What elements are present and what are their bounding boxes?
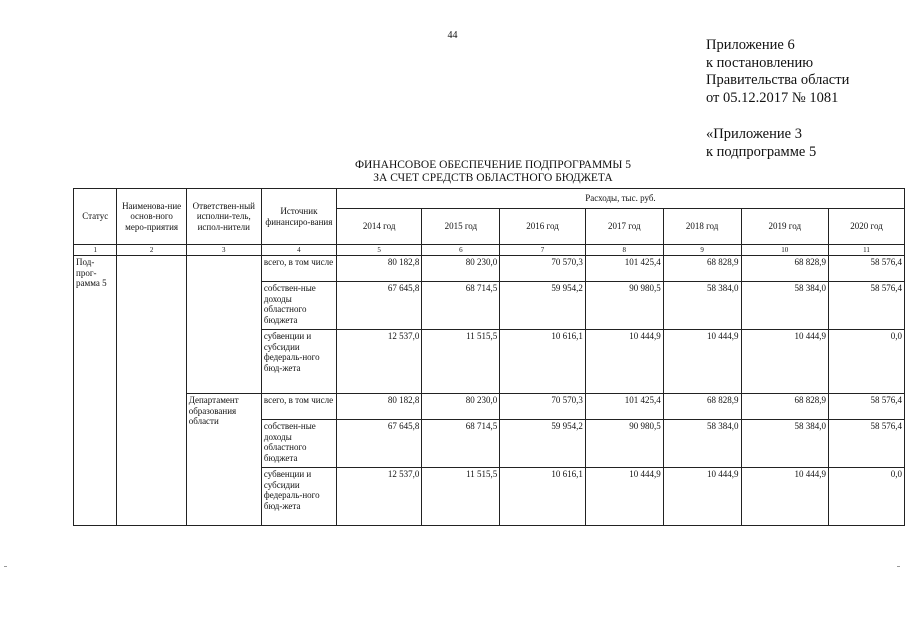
header-status: Статус: [74, 189, 117, 245]
value-cell: 10 616,1: [500, 468, 586, 526]
value-cell: 90 980,5: [585, 420, 663, 468]
value-cell: 10 444,9: [741, 330, 828, 394]
value-cell: 59 954,2: [500, 282, 586, 330]
value-cell: 58 384,0: [741, 420, 828, 468]
value-cell: 58 384,0: [663, 420, 741, 468]
header-source: Источник финансиро-вания: [261, 189, 336, 245]
value-cell: 0,0: [829, 330, 905, 394]
value-cell: 58 576,4: [829, 420, 905, 468]
appendix2-line: к подпрограмме 5: [706, 143, 817, 160]
status-cell: Под-прог-рамма 5: [74, 256, 117, 526]
value-cell: 80 230,0: [422, 256, 500, 282]
value-cell: 11 515,5: [422, 330, 500, 394]
value-cell: 11 515,5: [422, 468, 500, 526]
value-cell: 68 714,5: [422, 420, 500, 468]
value-cell: 10 444,9: [741, 468, 828, 526]
measure-cell: [117, 256, 186, 526]
source-cell: собствен-ные доходы областного бюджета: [261, 282, 336, 330]
source-cell: собствен-ные доходы областного бюджета: [261, 420, 336, 468]
value-cell: 10 444,9: [585, 330, 663, 394]
title-line-2: ЗА СЧЕТ СРЕДСТВ ОБЛАСТНОГО БЮДЖЕТА: [373, 172, 613, 184]
column-number: 10: [741, 245, 828, 256]
appendix2-line: «Приложение 3: [706, 126, 802, 142]
column-number: 11: [829, 245, 905, 256]
source-cell: всего, в том числе: [261, 256, 336, 282]
value-cell: 68 828,9: [663, 394, 741, 420]
value-cell: 12 537,0: [336, 330, 422, 394]
column-number: 3: [186, 245, 261, 256]
value-cell: 90 980,5: [585, 282, 663, 330]
title-line-1: ФИНАНСОВОЕ ОБЕСПЕЧЕНИЕ ПОДПРОГРАММЫ 5: [354, 159, 632, 171]
value-cell: 58 576,4: [829, 256, 905, 282]
value-cell: 70 570,3: [500, 256, 586, 282]
header-year: 2019 год: [741, 209, 828, 245]
header-name: Наименова-ние основ-ного меро-приятия: [117, 189, 186, 245]
column-number: 2: [117, 245, 186, 256]
value-cell: 10 444,9: [663, 468, 741, 526]
header-year: 2017 год: [585, 209, 663, 245]
header-responsible: Ответствен-ный исполни-тель, испол-нители: [186, 189, 261, 245]
value-cell: 10 616,1: [500, 330, 586, 394]
header-year: 2014 год: [336, 209, 422, 245]
column-number: 9: [663, 245, 741, 256]
header-year: 2015 год: [422, 209, 500, 245]
appendix-line: от 05.12.2017 № 1081: [706, 89, 839, 106]
value-cell: 70 570,3: [500, 394, 586, 420]
value-cell: 10 444,9: [663, 330, 741, 394]
appendix-block: [706, 37, 849, 107]
value-cell: 68 828,9: [663, 256, 741, 282]
value-cell: 101 425,4: [585, 256, 663, 282]
financing-table: [73, 188, 905, 526]
value-cell: 58 384,0: [663, 282, 741, 330]
appendix2-block: [706, 126, 816, 161]
header-year: 2018 год: [663, 209, 741, 245]
header-year: 2020 год: [829, 209, 905, 245]
value-cell: 0,0: [829, 468, 905, 526]
header-year: 2016 год: [500, 209, 586, 245]
header-expenses: Расходы, тыс. руб.: [336, 189, 904, 209]
value-cell: 12 537,0: [336, 468, 422, 526]
document-title: [340, 159, 646, 185]
value-cell: 80 182,8: [336, 394, 422, 420]
source-cell: субвенции и субсидии федераль-ного бюд-жета: [261, 468, 336, 526]
value-cell: 59 954,2: [500, 420, 586, 468]
scan-edge-mark: [897, 566, 900, 567]
value-cell: 67 645,8: [336, 420, 422, 468]
value-cell: 10 444,9: [585, 468, 663, 526]
value-cell: 67 645,8: [336, 282, 422, 330]
value-cell: 68 714,5: [422, 282, 500, 330]
appendix-line: Правительства области: [706, 72, 850, 88]
responsible-cell: Департамент образования области: [186, 394, 261, 526]
value-cell: 80 230,0: [422, 394, 500, 420]
value-cell: 58 384,0: [741, 282, 828, 330]
page-number: 44: [447, 30, 458, 41]
appendix-line: Приложение 6: [706, 37, 795, 53]
source-cell: всего, в том числе: [261, 394, 336, 420]
table-row: [74, 256, 905, 282]
column-number: 7: [500, 245, 586, 256]
value-cell: 101 425,4: [585, 394, 663, 420]
value-cell: 58 576,4: [829, 394, 905, 420]
responsible-cell-empty: [186, 256, 261, 394]
scan-edge-mark: [4, 566, 7, 567]
column-number: 1: [74, 245, 117, 256]
appendix-line: к постановлению: [706, 54, 814, 71]
column-number: 6: [422, 245, 500, 256]
table-row: [74, 394, 905, 420]
column-number: 8: [585, 245, 663, 256]
value-cell: 68 828,9: [741, 256, 828, 282]
source-cell: субвенции и субсидии федераль-ного бюд-жета: [261, 330, 336, 394]
column-number: 4: [261, 245, 336, 256]
value-cell: 80 182,8: [336, 256, 422, 282]
value-cell: 68 828,9: [741, 394, 828, 420]
value-cell: 58 576,4: [829, 282, 905, 330]
column-number: 5: [336, 245, 422, 256]
